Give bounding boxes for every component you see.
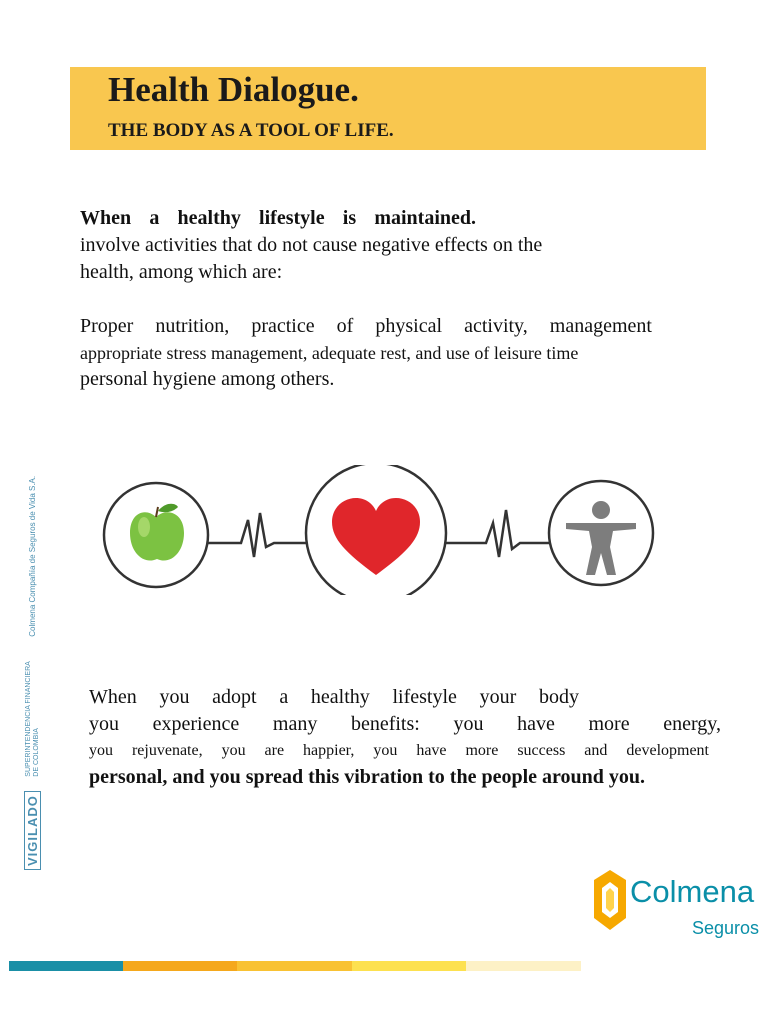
supervisor-label <box>25 661 41 777</box>
intro-lead: When a healthy lifestyle is maintained. <box>80 207 476 229</box>
footer-segment-3 <box>237 961 352 971</box>
header-banner <box>70 67 706 150</box>
supervisor-line-2: DE COLOMBIA <box>32 728 40 777</box>
footer-segment-2 <box>123 961 237 971</box>
regulatory-sidebar <box>24 476 42 870</box>
habits-line-3: personal hygiene among others. <box>80 368 335 390</box>
vigilado-label: VIGILADO <box>24 791 41 870</box>
benefits-line-4: personal, and you spread this vibration to the people around you. <box>89 766 646 788</box>
footer-segment-1 <box>9 961 123 971</box>
footer-segment-4 <box>352 961 466 971</box>
benefits-paragraph <box>89 684 721 791</box>
footer-segment-5 <box>466 961 581 971</box>
health-illustration <box>96 465 656 595</box>
benefits-line-3: you rejuvenate, you are happier, you have more success and development <box>89 742 709 759</box>
page-title: Health Dialogue. <box>108 70 359 109</box>
page-subtitle: THE BODY AS A TOOL OF LIFE. <box>108 120 394 141</box>
benefits-line-1: When you adopt a healthy lifestyle your body <box>89 686 579 708</box>
intro-line-2: health, among which are: <box>80 261 283 283</box>
hexagon-logo-icon <box>592 868 628 932</box>
habits-line-1: Proper nutrition, practice of physical activity, management <box>80 315 652 337</box>
brand-sub: Seguros <box>692 918 760 938</box>
intro-line-1: involve activities that do not cause negative effects on the <box>80 234 543 256</box>
habits-paragraph <box>80 313 652 393</box>
company-label: Colmena Compañía de Seguros de Vida S.A. <box>28 475 38 637</box>
colmena-logo <box>592 868 760 948</box>
footer-color-bar <box>9 961 581 971</box>
habits-line-2: appropriate stress management, adequate rest, and use of leisure time <box>80 343 579 363</box>
benefits-line-2: you experience many benefits: you have more energy, <box>89 713 721 735</box>
intro-paragraph <box>80 205 600 286</box>
brand-name: Colmena <box>630 874 755 909</box>
supervisor-line-1: SUPERINTENDENCIA FINANCIERA <box>24 661 32 777</box>
